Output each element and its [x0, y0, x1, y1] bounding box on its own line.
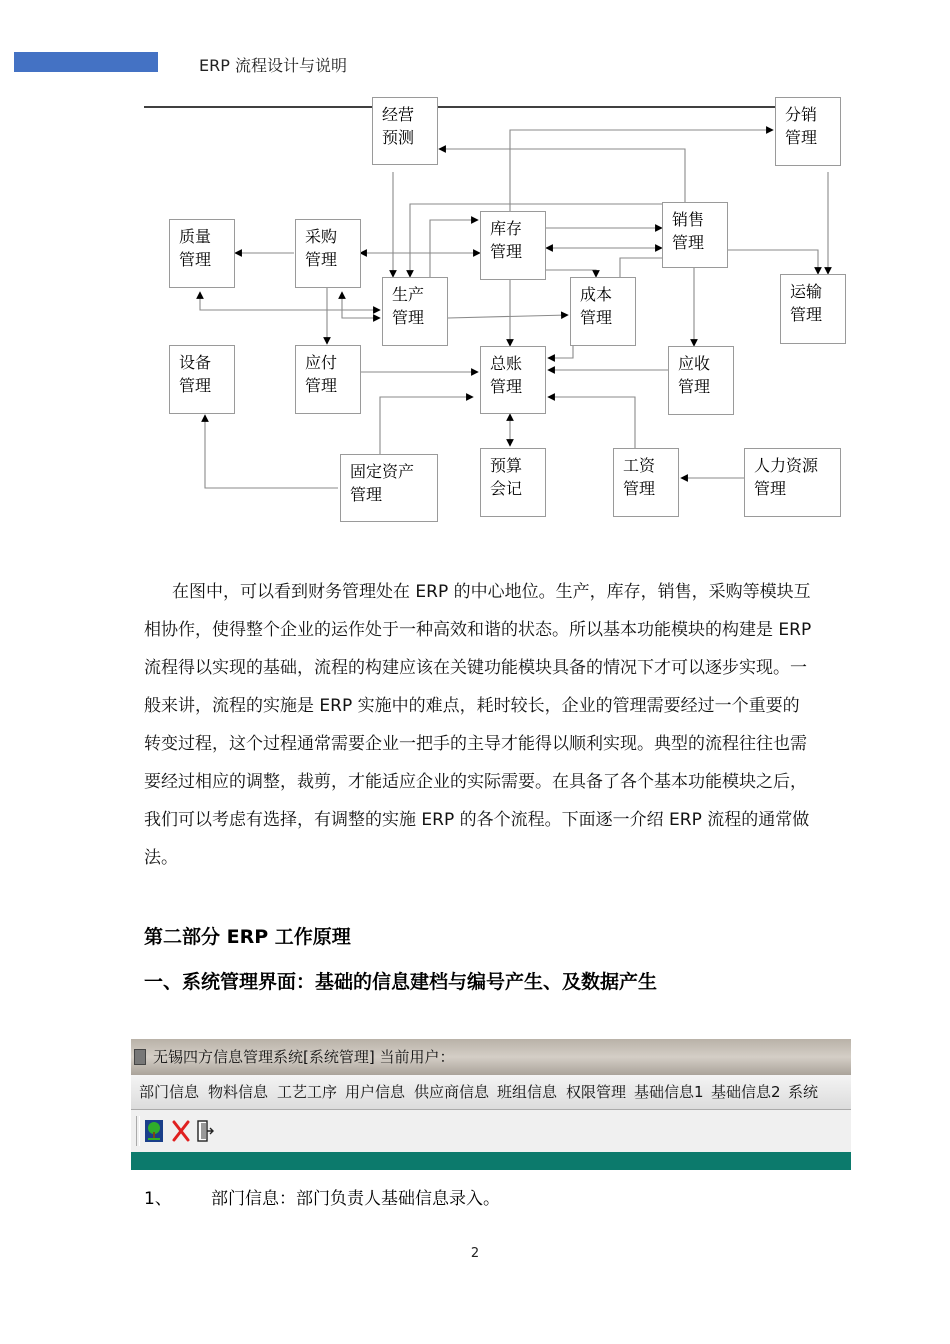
heading-part-two: 第二部分 ERP 工作原理 — [144, 926, 351, 948]
menu-item-permission[interactable]: 权限管理 — [566, 1083, 627, 1101]
body-paragraph: 在图中，可以看到财务管理处在 ERP 的中心地位。生产，库存，销售，采购等模块互相协作，使得整个企业的运作处于一种高效和谐的状态。所以基本功能模块的构建是 ERP 流程得以实现的基础，流程的构建应该在关键功能模块具备的情况下才可以逐步实现。一般来讲，流程的实施是 ERP 实施中的难点，耗时较长，企业的管理需要经过一个重要的转变过程，这个过程通常需要企业一把手的主导才能得以顺利实现。典型的流程往往也需要经过相应的调整，裁剪，才能适应企业的实际需要。在具备了各个基本功能模块之后，我们可以考虑有选择，有调整的实施 ERP 的各个流程。下面逐一介绍 ERP 流程的通常做法。 — [144, 582, 812, 868]
menu-item-material[interactable]: 物料信息 — [208, 1083, 269, 1101]
node-xiaoshou: 销售 管理 — [662, 202, 728, 268]
node-yingshou: 应收 管理 — [668, 346, 734, 415]
status-bar — [131, 1152, 851, 1170]
menu-item-department[interactable]: 部门信息 — [139, 1083, 200, 1101]
menu-item-supplier[interactable]: 供应商信息 — [414, 1083, 490, 1101]
node-zhiliang: 质量 管理 — [169, 219, 235, 288]
window-title: 无锡四方信息管理系统[系统管理] 当前用户： — [153, 1048, 455, 1066]
menu-item-user[interactable]: 用户信息 — [345, 1083, 406, 1101]
erp-module-diagram — [0, 0, 950, 540]
node-zongzhang: 总账 管理 — [480, 346, 546, 414]
node-yingfu: 应付 管理 — [295, 345, 361, 414]
exit-door-icon[interactable] — [195, 1117, 215, 1145]
menu-item-basic-info-1[interactable]: 基础信息1 — [634, 1083, 704, 1101]
node-yunshu: 运输 管理 — [780, 274, 846, 344]
document-header-title: ERP 流程设计与说明 — [199, 56, 347, 75]
app-window-screenshot — [131, 1039, 851, 1170]
tree-icon[interactable] — [144, 1117, 164, 1145]
node-shengchan: 生产 管理 — [382, 277, 448, 346]
menu-item-process[interactable]: 工艺工序 — [277, 1083, 338, 1101]
menu-item-basic-info-2[interactable]: 基础信息2 — [711, 1083, 781, 1101]
delete-x-icon[interactable] — [171, 1117, 191, 1145]
node-kucun: 库存 管理 — [480, 211, 546, 280]
list-item-number: 1、 — [144, 1189, 172, 1209]
node-renli: 人力资源 管理 — [744, 448, 841, 517]
heading-section-one: 一、系统管理界面：基础的信息建档与编号产生、及数据产生 — [144, 971, 658, 993]
window-system-icon[interactable] — [134, 1049, 146, 1065]
menu-bar — [131, 1075, 851, 1110]
node-shebei: 设备 管理 — [169, 345, 235, 414]
menu-item-team[interactable]: 班组信息 — [497, 1083, 558, 1101]
page-number: 2 — [470, 1246, 480, 1261]
toolbar — [131, 1110, 851, 1152]
toolbar-grip[interactable] — [136, 1116, 140, 1146]
node-chengben: 成本 管理 — [570, 277, 636, 346]
node-fenxiao: 分销 管理 — [775, 97, 841, 166]
node-gongzi: 工资 管理 — [613, 448, 679, 517]
menu-item-system[interactable]: 系统 — [788, 1083, 819, 1101]
node-caigou: 采购 管理 — [295, 219, 361, 288]
node-yusuan: 预算 会记 — [480, 448, 546, 517]
window-title-bar — [131, 1039, 851, 1075]
node-gudingzichan: 固定资产 管理 — [340, 454, 438, 522]
node-jingying: 经营 预测 — [372, 97, 438, 165]
list-item-text: 部门信息：部门负责人基础信息录入。 — [211, 1189, 500, 1209]
